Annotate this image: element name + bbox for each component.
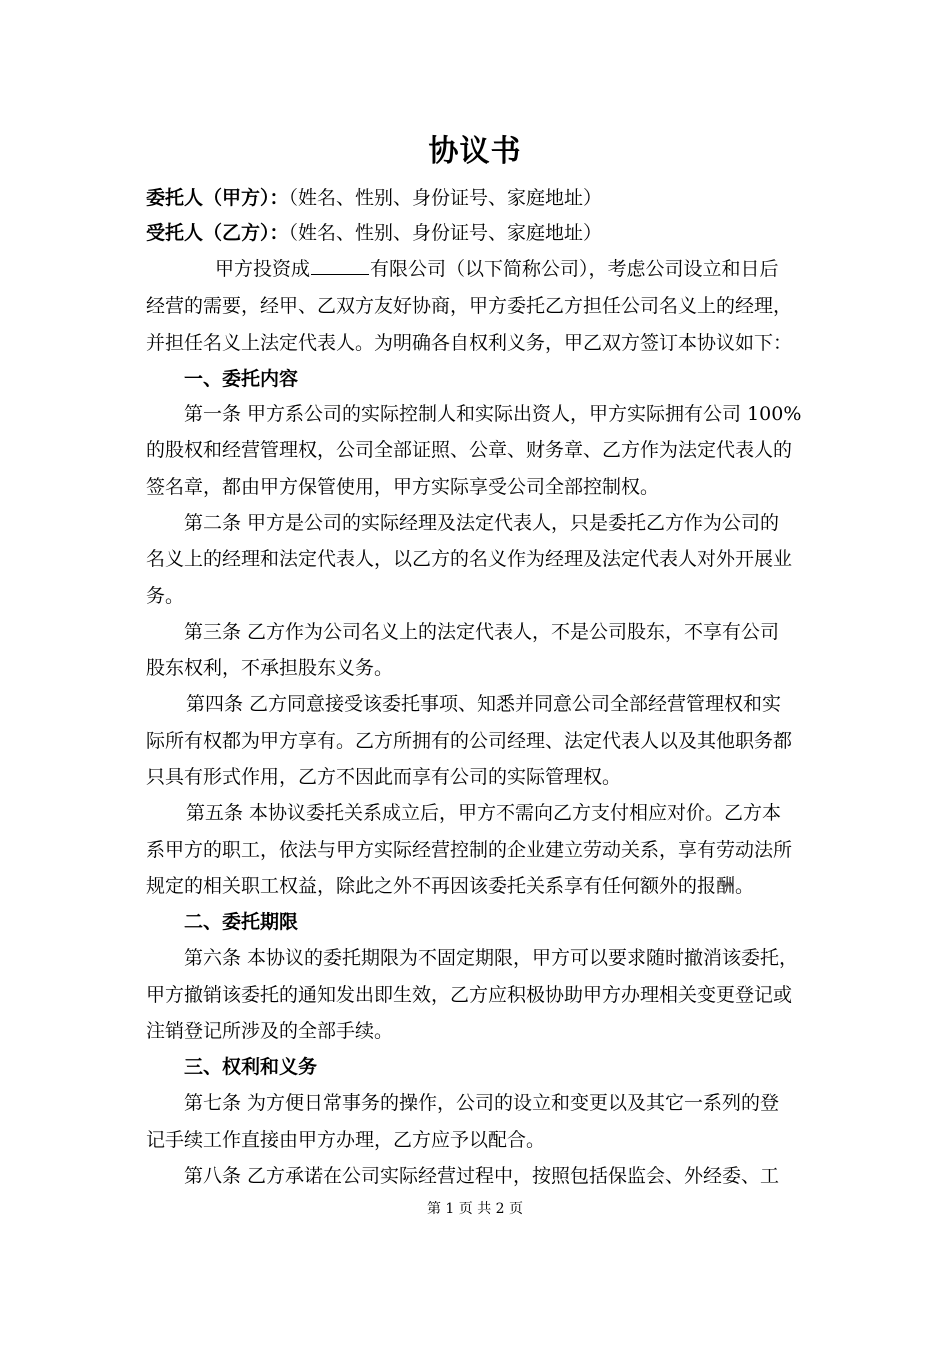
intro-line-1-end: 有限公司（以下简称公司），考虑公司设立和日后 <box>370 258 779 280</box>
article-5-line-1: 第五条 本协议委托关系成立后，甲方不需向乙方支付相应对价。乙方本 <box>186 802 782 824</box>
article-6-line-2: 甲方撤销该委托的通知发出即生效，乙方应积极协助甲方办理相关变更登记或 <box>146 984 793 1006</box>
intro-line-1-start: 甲方投资成 <box>215 258 311 280</box>
article-3-line-2: 股东权利，不承担股东义务。 <box>146 657 394 679</box>
section-2-heading: 二、委托期限 <box>184 911 299 933</box>
article-1-line-3: 签名章，都由甲方保管使用，甲方实际享受公司全部控制权。 <box>146 476 660 498</box>
intro-line-2: 经营的需要，经甲、乙双方友好协商，甲方委托乙方担任公司名义上的经理， <box>146 295 793 317</box>
page-number-footer: 第 1 页 共 2 页 <box>426 1201 524 1217</box>
article-5-line-2: 系甲方的职工，依法与甲方实际经营控制的企业建立劳动关系，享有劳动法所 <box>146 839 793 861</box>
article-4-line-3: 只具有形式作用，乙方不因此而享有公司的实际管理权。 <box>146 766 622 788</box>
article-7-line-2: 记手续工作直接由甲方办理，乙方应予以配合。 <box>146 1129 546 1151</box>
party-b-value: （姓名、性别、身份证号、家庭地址） <box>288 222 603 244</box>
party-b-line <box>146 220 602 246</box>
article-7-line-1: 第七条 为方便日常事务的操作，公司的设立和变更以及其它一系列的登 <box>184 1092 780 1114</box>
article-4-line-1: 第四条 乙方同意接受该委托事项、知悉并同意公司全部经营管理权和实 <box>186 693 782 715</box>
section-1-heading: 一、委托内容 <box>184 368 299 390</box>
party-b-label: 受托人（乙方）： <box>146 222 289 244</box>
company-name-blank <box>311 256 369 275</box>
article-2-line-1: 第二条 甲方是公司的实际经理及法定代表人，只是委托乙方作为公司的 <box>184 512 780 534</box>
article-6-line-1: 第六条 本协议的委托期限为不固定期限，甲方可以要求随时撤消该委托， <box>184 947 799 969</box>
section-3-heading: 三、权利和义务 <box>184 1056 318 1078</box>
intro-line-3: 并担任名义上法定代表人。为明确各自权利义务，甲乙双方签订本协议如下： <box>146 332 793 354</box>
article-3-line-1: 第三条 乙方作为公司名义上的法定代表人，不是公司股东，不享有公司 <box>184 621 780 643</box>
party-a-value: （姓名、性别、身份证号、家庭地址） <box>288 187 603 209</box>
document-title: 协议书 <box>428 134 522 169</box>
article-2-line-3: 务。 <box>146 585 185 607</box>
article-5-line-3: 规定的相关职工权益，除此之外不再因该委托关系享有任何额外的报酬。 <box>146 875 755 897</box>
party-a-line <box>146 185 602 211</box>
article-1-line-1: 第一条 甲方系公司的实际控制人和实际出资人，甲方实际拥有公司 100% <box>184 403 802 425</box>
article-4-line-2: 际所有权都为甲方享有。乙方所拥有的公司经理、法定代表人以及其他职务都 <box>146 730 793 752</box>
article-1-line-2: 的股权和经营管理权，公司全部证照、公章、财务章、乙方作为法定代表人的 <box>146 439 793 461</box>
party-a-label: 委托人（甲方）： <box>146 187 289 209</box>
intro-line-1 <box>215 256 779 282</box>
article-6-line-3: 注销登记所涉及的全部手续。 <box>146 1020 394 1042</box>
article-8-line-1: 第八条 乙方承诺在公司实际经营过程中，按照包括保监会、外经委、工 <box>184 1165 780 1187</box>
article-2-line-2: 名义上的经理和法定代表人，以乙方的名义作为经理及法定代表人对外开展业 <box>146 548 793 570</box>
